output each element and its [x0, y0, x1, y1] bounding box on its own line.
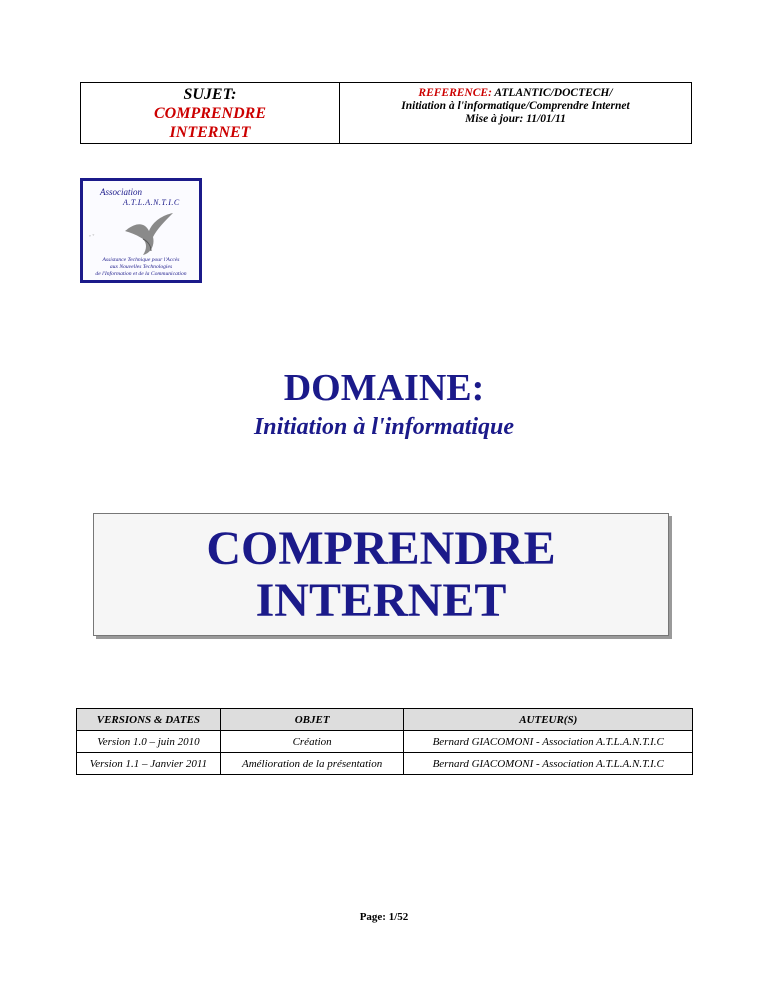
seagull-icon [123, 209, 175, 257]
subject-title-line1: COMPRENDRE [153, 105, 267, 122]
author-cell: Bernard GIACOMONI - Association A.T.L.A.N.T.I.C [404, 753, 693, 775]
table-header-row [77, 709, 693, 731]
logo-line-association: Association [100, 187, 142, 197]
reference-label: REFERENCE: [418, 87, 492, 99]
main-title-line1: COMPRENDRE [206, 522, 556, 575]
version-cell: Version 1.0 – juin 2010 [77, 731, 221, 753]
association-logo [80, 178, 202, 283]
reference-value: ATLANTIC/DOCTECH/ [494, 87, 613, 99]
domain-title: DOMAINE: [283, 367, 485, 409]
watermark-icon: ◦ ◦ [88, 232, 96, 240]
subject-cell [81, 83, 340, 143]
author-cell: Bernard GIACOMONI - Association A.T.L.A.N.T.I.C [404, 731, 693, 753]
reference-cell [340, 83, 691, 143]
logo-caption [83, 257, 199, 277]
version-cell: Version 1.1 – Janvier 2011 [77, 753, 221, 775]
logo-caption-line3: de l'Information et de la Communication [95, 270, 187, 277]
reference-path: Initiation à l'informatique/Comprendre Internet [401, 100, 630, 112]
objet-cell: Création [220, 731, 404, 753]
header-auteurs: AUTEUR(S) [404, 709, 693, 731]
domain-subtitle: Initiation à l'informatique [253, 414, 515, 440]
versions-table [76, 708, 693, 775]
page-number: Page: 1/52 [359, 911, 409, 923]
subject-title-line2: INTERNET [169, 124, 251, 141]
logo-line-acronym: A.T.L.A.N.T.I.C [123, 198, 180, 207]
document-header [80, 82, 692, 144]
main-title-box [93, 513, 669, 636]
reference-line [340, 87, 691, 100]
logo-caption-line2: aux Nouvelles Technologies [109, 263, 173, 270]
table-row [77, 731, 693, 753]
logo-caption-line1: Assistance Technique pour l'Accès [102, 257, 180, 263]
header-versions: VERSIONS & DATES [77, 709, 221, 731]
objet-cell: Amélioration de la présentation [220, 753, 404, 775]
update-date: Mise à jour: 11/01/11 [465, 113, 566, 125]
table-row [77, 753, 693, 775]
main-title-line2: INTERNET [255, 574, 507, 627]
header-objet: OBJET [220, 709, 404, 731]
subject-label: SUJET: [183, 86, 237, 103]
